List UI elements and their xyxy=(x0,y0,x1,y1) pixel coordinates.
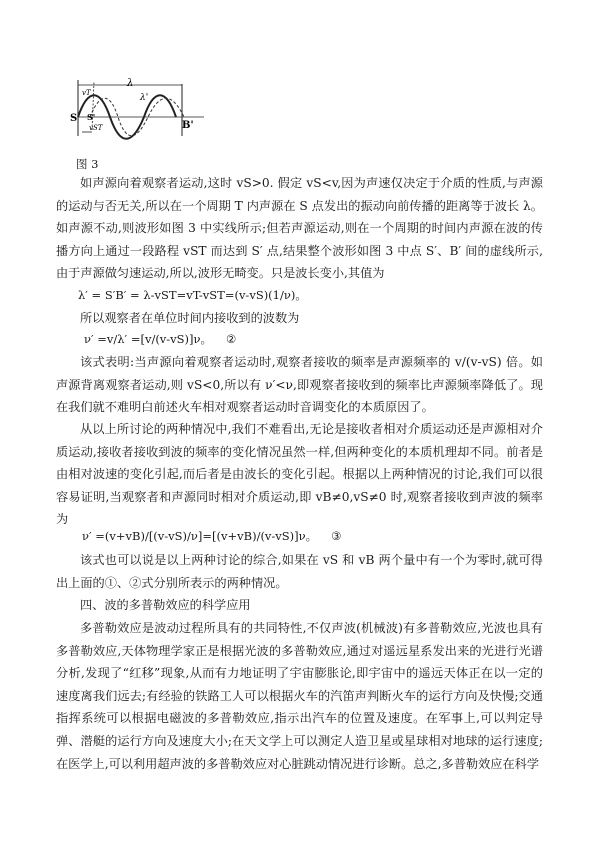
lambda-label: λ xyxy=(127,78,134,89)
formula-text: λ′ = S′B′ = λ-vST=vT-vST=(v-vS)(1/ν)。 xyxy=(78,288,307,302)
wave-diagram xyxy=(70,74,210,152)
formula-2 xyxy=(84,331,236,347)
formula-3 xyxy=(82,528,341,544)
formula-text: ν′ =v/λ′ =[v/(v-vS)]ν。 xyxy=(84,332,213,346)
vst-label: vST xyxy=(89,124,103,132)
lambda-prime-label: λ' xyxy=(140,93,149,103)
formula-number: ③ xyxy=(331,529,342,543)
figure-caption: 图 3 xyxy=(76,157,99,171)
section-heading: 四、波的多普勒效应的科学应用 xyxy=(80,598,251,612)
paragraph: 从以上所讨论的两种情况中,我们不难看出,无论是接收者相对介质运动还是声源相对介质运动,接收者接收到波的频率的变化情况虽然一样,但两种变化的本质机理却不同。前者是由相对波速的变化引起,而后者是由波长的变化引起。根据以上两种情况的讨论,我们可以很容易证明,当观察者和声源同时相对介质运动,即 vB≠0,vS≠0 时,观察者接收到声波的频率为 xyxy=(56,422,543,527)
formula-lambda xyxy=(78,287,307,303)
formula-text: ν′ =(v+vB)/[(v-vS)/ν]=[(v+vB)/(v-vS)]ν。 xyxy=(82,529,318,543)
paragraph: 该式也可以说是以上两种讨论的综合,如果在 vS 和 vB 两个量中有一个为零时,就可得出上面的①、②式分别所表示的两种情况。 xyxy=(56,553,543,590)
paragraph: 多普勒效应是波动过程所具有的共同特性,不仅声波(机械波)有多普勒效应,光波也具有多普勒效应,天体物理学家正是根据光波的多普勒效应,通过对遥远星系发出来的光进行光谱分析,发现了“红移”现象,从而有力地证明了宇宙膨胀论,即宇宙中的遥远天体正在以一定的速度离我们远去;有经验的铁路工人可以根据火车的汽笛声判断火车的运行方向及快慢;交通指挥系统可以根据电磁波的多普勒效应,指示出汽车的位置及速度。在军事上,可以判定导弹、潜艇的运行方向及速度大小;在天文学上可以测定人造卫星或星球相对地球的运行速度;在医学上,可以利用超声波的多普勒效应对心脏跳动情况进行诊断。总之,多普勒效应在科学 xyxy=(56,621,543,771)
paragraph: 如声源向着观察者运动,这时 vS>0. 假定 vS<v,因为声速仅决定于介质的性质,与声源的运动与否无关,所以在一个周期 T 内声源在 S 点发出的振动向前传播的距离等于波长 λ。如声源不动,则波形如图 3 中实线所示;但若声源运动,则在一个周期的时间内声源在波的传播方向上通过一段路程 vST 而达到 S′ 点,结果整个波形如图 3 中点 S′、B′ 间的虚线所示,由于声源做匀速运动,所以,波形无畸变。只是波长变小,其值为 xyxy=(56,176,543,281)
formula-number: ② xyxy=(226,332,237,346)
b-prime-label: B' xyxy=(182,120,194,131)
s-label: S xyxy=(70,113,78,124)
s-prime-label: S' xyxy=(87,112,96,122)
paragraph: 所以观察者在单位时间内接收到的波数为 xyxy=(80,311,300,325)
vt-label: vT xyxy=(82,89,91,97)
paragraph: 该式表明:当声源向着观察者运动时,观察者接收的频率是声源频率的 v/(v-vS) 倍。如声源背离观察者运动,则 vS<0,所以有 ν′<ν,即观察者接收到的频率比声源频率降低了。现在我们就不难明白前述火车相对观察者运动时音调变化的本质原因了。 xyxy=(56,355,543,415)
